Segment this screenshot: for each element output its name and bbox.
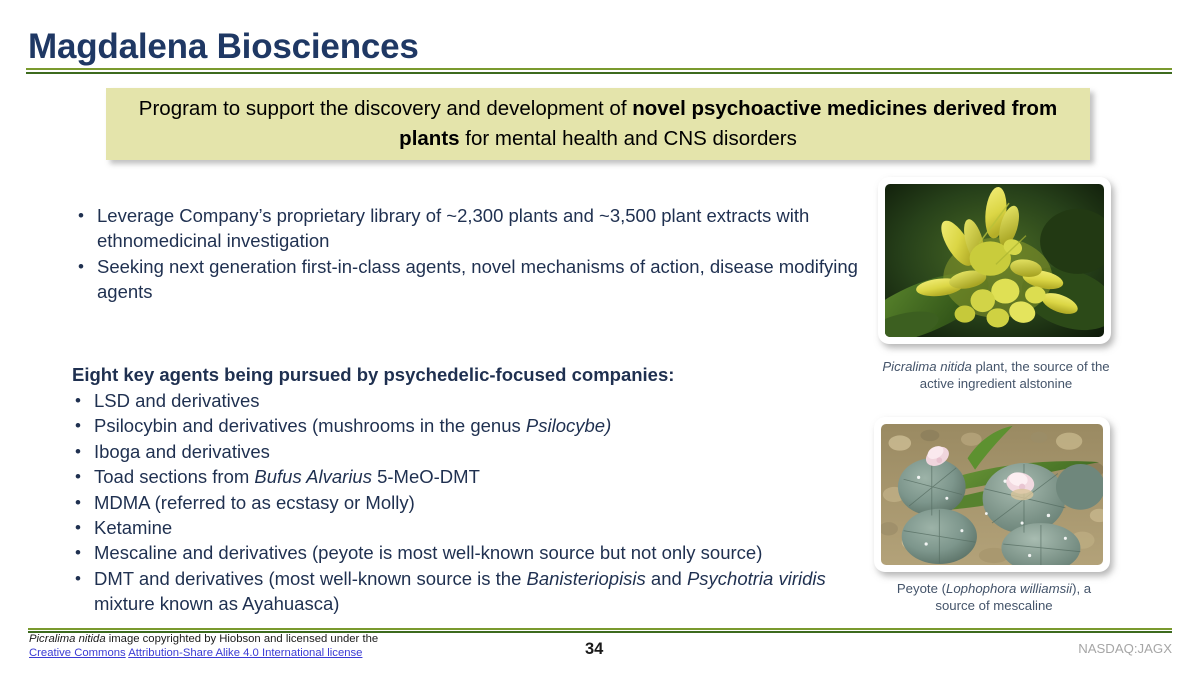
banner-lead-text: Program to support the discovery and development of: [138, 97, 633, 120]
peyote-photo: [881, 424, 1103, 565]
list-item: [72, 540, 862, 565]
agent-text: Ketamine: [94, 517, 173, 539]
key-agents-list: [72, 388, 862, 617]
program-banner-text: [128, 94, 1068, 154]
peyote-caption-post: ), a source of mescaline: [935, 581, 1092, 613]
list-item: [72, 388, 862, 413]
page-title: Magdalena Biosciences: [28, 27, 419, 66]
list-item: [72, 515, 862, 540]
agent-text: MDMA (referred to as ecstasy or Molly): [94, 491, 415, 513]
key-agents-section: [72, 362, 862, 617]
list-item: [72, 439, 862, 464]
footer-divider-line-upper: [28, 628, 1172, 630]
agent-text: DMT and derivatives (most well-known source is the: [94, 567, 527, 589]
title-divider-line-upper: [26, 68, 1172, 70]
peyote-caption-pre: Peyote (: [896, 581, 946, 596]
agent-text: Iboga and derivatives: [94, 440, 270, 462]
agent-text-tail: 5-MeO-DMT: [371, 466, 480, 488]
list-item: [72, 464, 862, 489]
footer-credit: [29, 633, 449, 660]
agent-italic-text-2: Psychotria viridis: [686, 567, 826, 589]
picralima-photo: [885, 184, 1104, 337]
list-item: [72, 566, 862, 617]
banner-bold-text: novel psychoactive medicines derived from plants: [399, 97, 1058, 150]
agent-text-mid: and: [645, 567, 687, 589]
footer-credit-italic: Picralima nitida: [29, 633, 106, 645]
agent-italic-text: Banisteriopisis: [526, 567, 646, 589]
ticker-symbol: NASDAQ:JAGX: [1078, 641, 1172, 656]
picralima-caption-rest: plant, the source of the active ingredient alstonine: [919, 359, 1110, 391]
agent-text: Psilocybin and derivatives (mushrooms in the genus: [94, 415, 526, 437]
title-divider-line-lower: [26, 72, 1172, 74]
peyote-caption-italic: Lophophora williamsii: [945, 581, 1073, 596]
picralima-photo-frame: [878, 177, 1111, 344]
agent-text: LSD and derivatives: [94, 390, 260, 411]
list-item: [72, 413, 862, 438]
picralima-caption-italic: Picralima nitida: [882, 359, 972, 374]
peyote-caption: [876, 581, 1112, 614]
footer-credit-rest: image copyrighted by Hiobson and licensed under the: [105, 633, 379, 645]
footer-link-line: [29, 647, 449, 661]
creative-commons-link[interactable]: Creative Commons: [29, 646, 126, 659]
list-item: [72, 490, 862, 515]
intro-bullet-section: [72, 203, 862, 304]
title-divider: [26, 68, 1172, 74]
page-number: 34: [585, 640, 604, 658]
agent-text: Toad sections from: [94, 466, 255, 488]
peyote-photo-frame: [874, 417, 1110, 572]
agent-italic-text: Bufus Alvarius: [254, 466, 372, 488]
banner-tail-text: for mental health and CNS disorders: [459, 127, 797, 150]
program-banner: [106, 88, 1090, 160]
intro-bullet-list: [72, 203, 862, 304]
agent-text: Mescaline and derivatives (peyote is most well-known source but not only source): [94, 542, 763, 564]
key-agents-heading: Eight key agents being pursued by psychedelic-focused companies:: [72, 364, 675, 385]
footer-credit-line: [29, 633, 449, 647]
license-link[interactable]: Attribution-Share Alike 4.0 International license: [128, 646, 363, 659]
list-item: • Leverage Company’s proprietary library of ~2,300 plants and ~3,500 plant extracts with ethnomedicinal investigation: [72, 203, 862, 254]
agent-text-tail: mixture known as Ayahuasca): [94, 593, 340, 615]
agent-italic-text: Psilocybe): [525, 415, 612, 437]
list-item: • Seeking next generation first-in-class agents, novel mechanisms of action, disease modifying agents: [72, 254, 862, 305]
picralima-caption: [880, 359, 1112, 392]
